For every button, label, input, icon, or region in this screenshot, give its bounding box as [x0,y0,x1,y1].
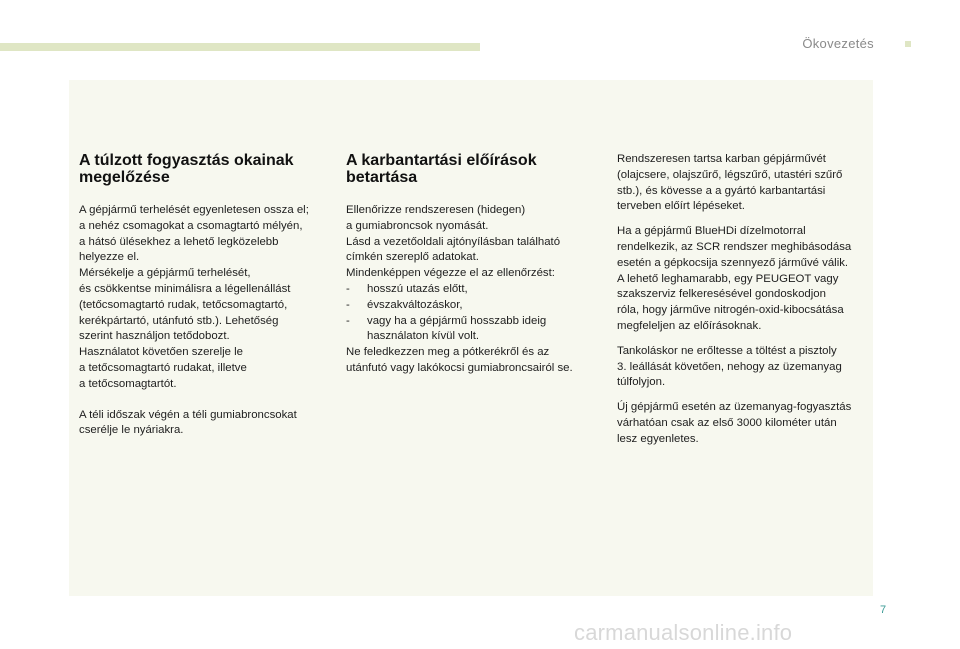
paragraph-tyre-pressure: Ellenőrizze rendszeresen (hidegen) a gumiabroncsok nyomását. Lásd a vezetőoldali ajtónyílásban található címkén szereplő adatokat. Mindenképpen végezze el az ellenőrzést: [346,204,561,280]
header-accent-bar [0,43,480,51]
heading-maintenance: A karbantartási előírások betartása [346,152,537,186]
list-item: - hosszú utazás előtt, [346,282,601,298]
paragraph-new-vehicle: Új gépjármű esetén az üzemanyag-fogyasztás várhatóan csak az első 3000 kilométer után lesz egyenletes. [617,401,852,445]
column-middle [346,152,601,377]
heading-overconsumption: A túlzott fogyasztás okainak megelőzése [79,152,294,186]
paragraph-spare-wheel: Ne feledkezzen meg a pótkerékről és az utánfutó vagy lakókocsi gumiabroncsairól se. [346,346,573,374]
check-list [346,282,601,345]
watermark: carmanualsonline.info [574,620,793,645]
page-number: 7 [880,604,887,616]
column-left [79,152,334,439]
paragraph-refuelling: Tankoláskor ne erőltesse a töltést a pisztoly 3. leállását követően, nehogy az üzemanyag túlfolyjon. [617,344,842,389]
section-title: Ökovezetés [802,36,874,51]
paragraph-service-plan: Rendszeresen tartsa karban gépjárművét (olajcsere, olajszűrő, légszűrő, utastéri szűrő stb.), és kövesse a a gyártó karbantartási terveben előírt lépéseket. [617,153,843,213]
column-right [617,152,872,448]
header-square-marker [905,41,911,47]
list-item: - vagy ha a gépjármű hosszabb ideig használaton kívül volt. [346,314,601,346]
paragraph-bluehdi: Ha a gépjármű BlueHDi dízelmotorral rendelkezik, az SCR rendszer meghibásodása esetén a gépkocsija szennyező járművé válik. A lehető leghamarabb, egy PEUGEOT vagy szakszerviz felkeresésével gondoskodjon róla, hogy járműve nitrogén-oxid-kibocsátása megfeleljen az előírásoknak. [617,225,852,332]
list-item: - évszakváltozáskor, [346,298,601,314]
paragraph-load: A gépjármű terhelését egyenletesen ossza el; a nehéz csomagokat a csomagtartó mélyén, a hátsó ülésekhez a lehető legközelebb helyezze el. Mérsékelje a gépjármű terhelését, és csökkentse minimálisra a légellenállást (tetőcsomagtartó rudak, tetőcsomagtartó, kerékpártartó, utánfutó stb.). Lehetőség szerint használjon tetődobozt. Használatot követően szerelje le a tetőcsomagtartó rudakat, illetve a tetőcsomagtartót. [79,204,309,390]
paragraph-winter-tyres: A téli időszak végén a téli gumiabroncsokat cserélje le nyáriakra. [79,408,297,437]
